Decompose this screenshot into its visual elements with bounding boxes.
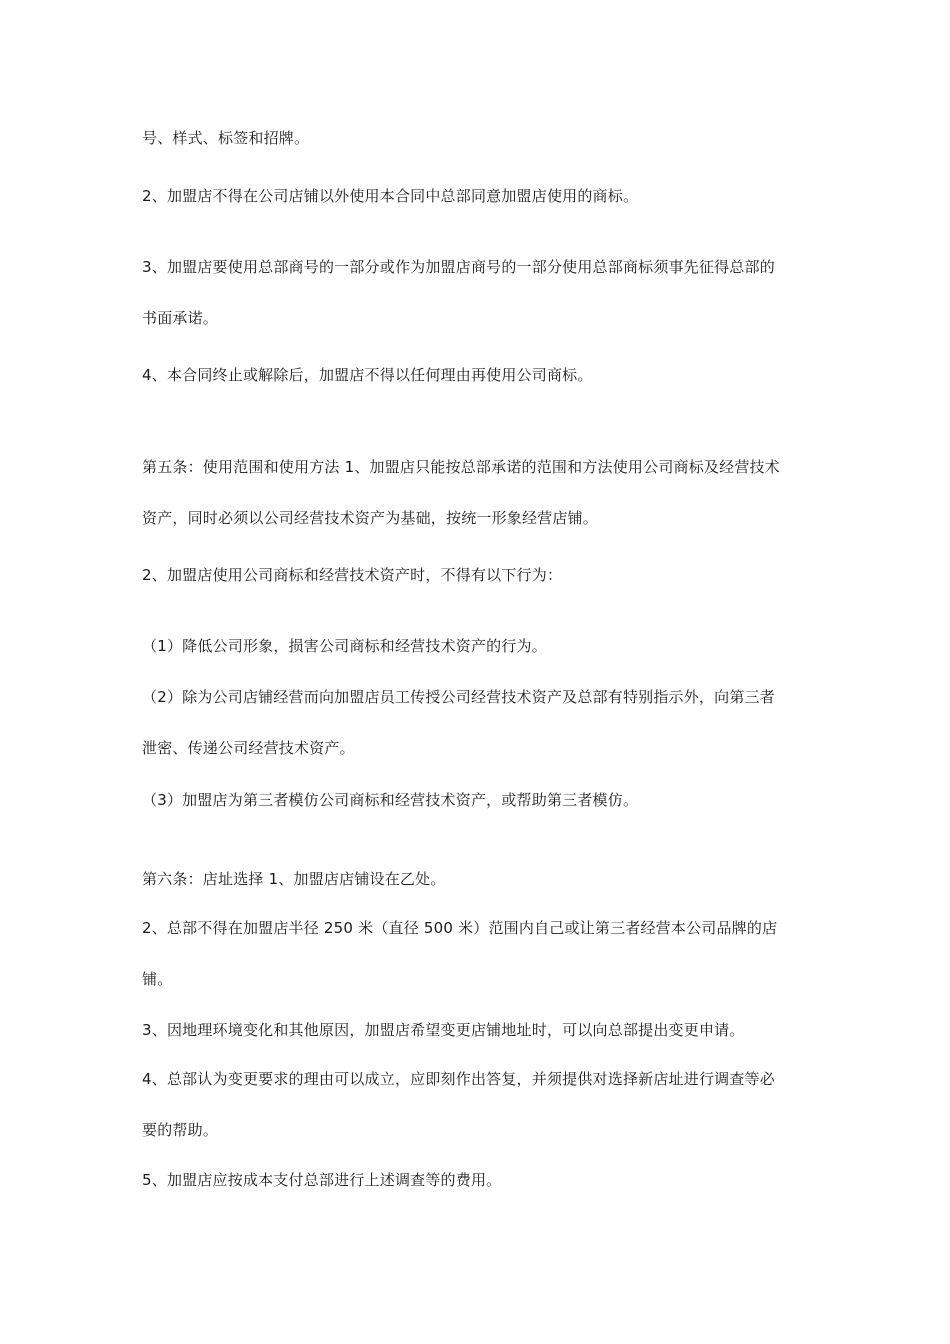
text-line: 2、总部不得在加盟店半径 250 米（直径 500 米）范围内自己或让第三者经营本公司品牌的店 [142,919,778,937]
text-line: 4、本合同终止或解除后，加盟店不得以任何理由再使用公司商标。 [142,366,593,384]
text-line: 2、加盟店使用公司商标和经营技术资产时，不得有以下行为： [142,566,563,584]
text-line: （3）加盟店为第三者模仿公司商标和经营技术资产，或帮助第三者模仿。 [142,791,639,809]
text-line: （2）除为公司店铺经营而向加盟店员工传授公司经营技术资产及总部有特别指示外，向第三者 [142,688,775,706]
text-line: 书面承诺。 [142,309,219,327]
text-line: （1）降低公司形象，损害公司商标和经营技术资产的行为。 [142,637,547,655]
text-line: 铺。 [142,970,173,988]
text-line: 要的帮助。 [142,1121,219,1139]
text-line: 3、加盟店要使用总部商号的一部分或作为加盟店商号的一部分使用总部商标须事先征得总部的 [142,258,775,276]
text-line: 4、总部认为变更要求的理由可以成立，应即刻作出答复，并须提供对选择新店址进行调查等必 [142,1070,775,1088]
text-line: 资产，同时必须以公司经营技术资产为基础，按统一形象经营店铺。 [142,509,599,527]
text-line: 5、加盟店应按成本支付总部进行上述调查等的费用。 [142,1171,502,1189]
text-line: 第五条：使用范围和使用方法 1、加盟店只能按总部承诺的范围和方法使用公司商标及经营技术 [142,458,780,476]
text-line: 2、加盟店不得在公司店铺以外使用本合同中总部同意加盟店使用的商标。 [142,187,639,205]
text-line: 泄密、传递公司经营技术资产。 [142,739,355,757]
text-line: 第六条：店址选择 1、加盟店店铺设在乙处。 [142,870,446,888]
text-line: 3、因地理环境变化和其他原因，加盟店希望变更店铺地址时，可以向总部提出变更申请。 [142,1021,745,1039]
text-line: 号、样式、标签和招牌。 [142,129,310,147]
